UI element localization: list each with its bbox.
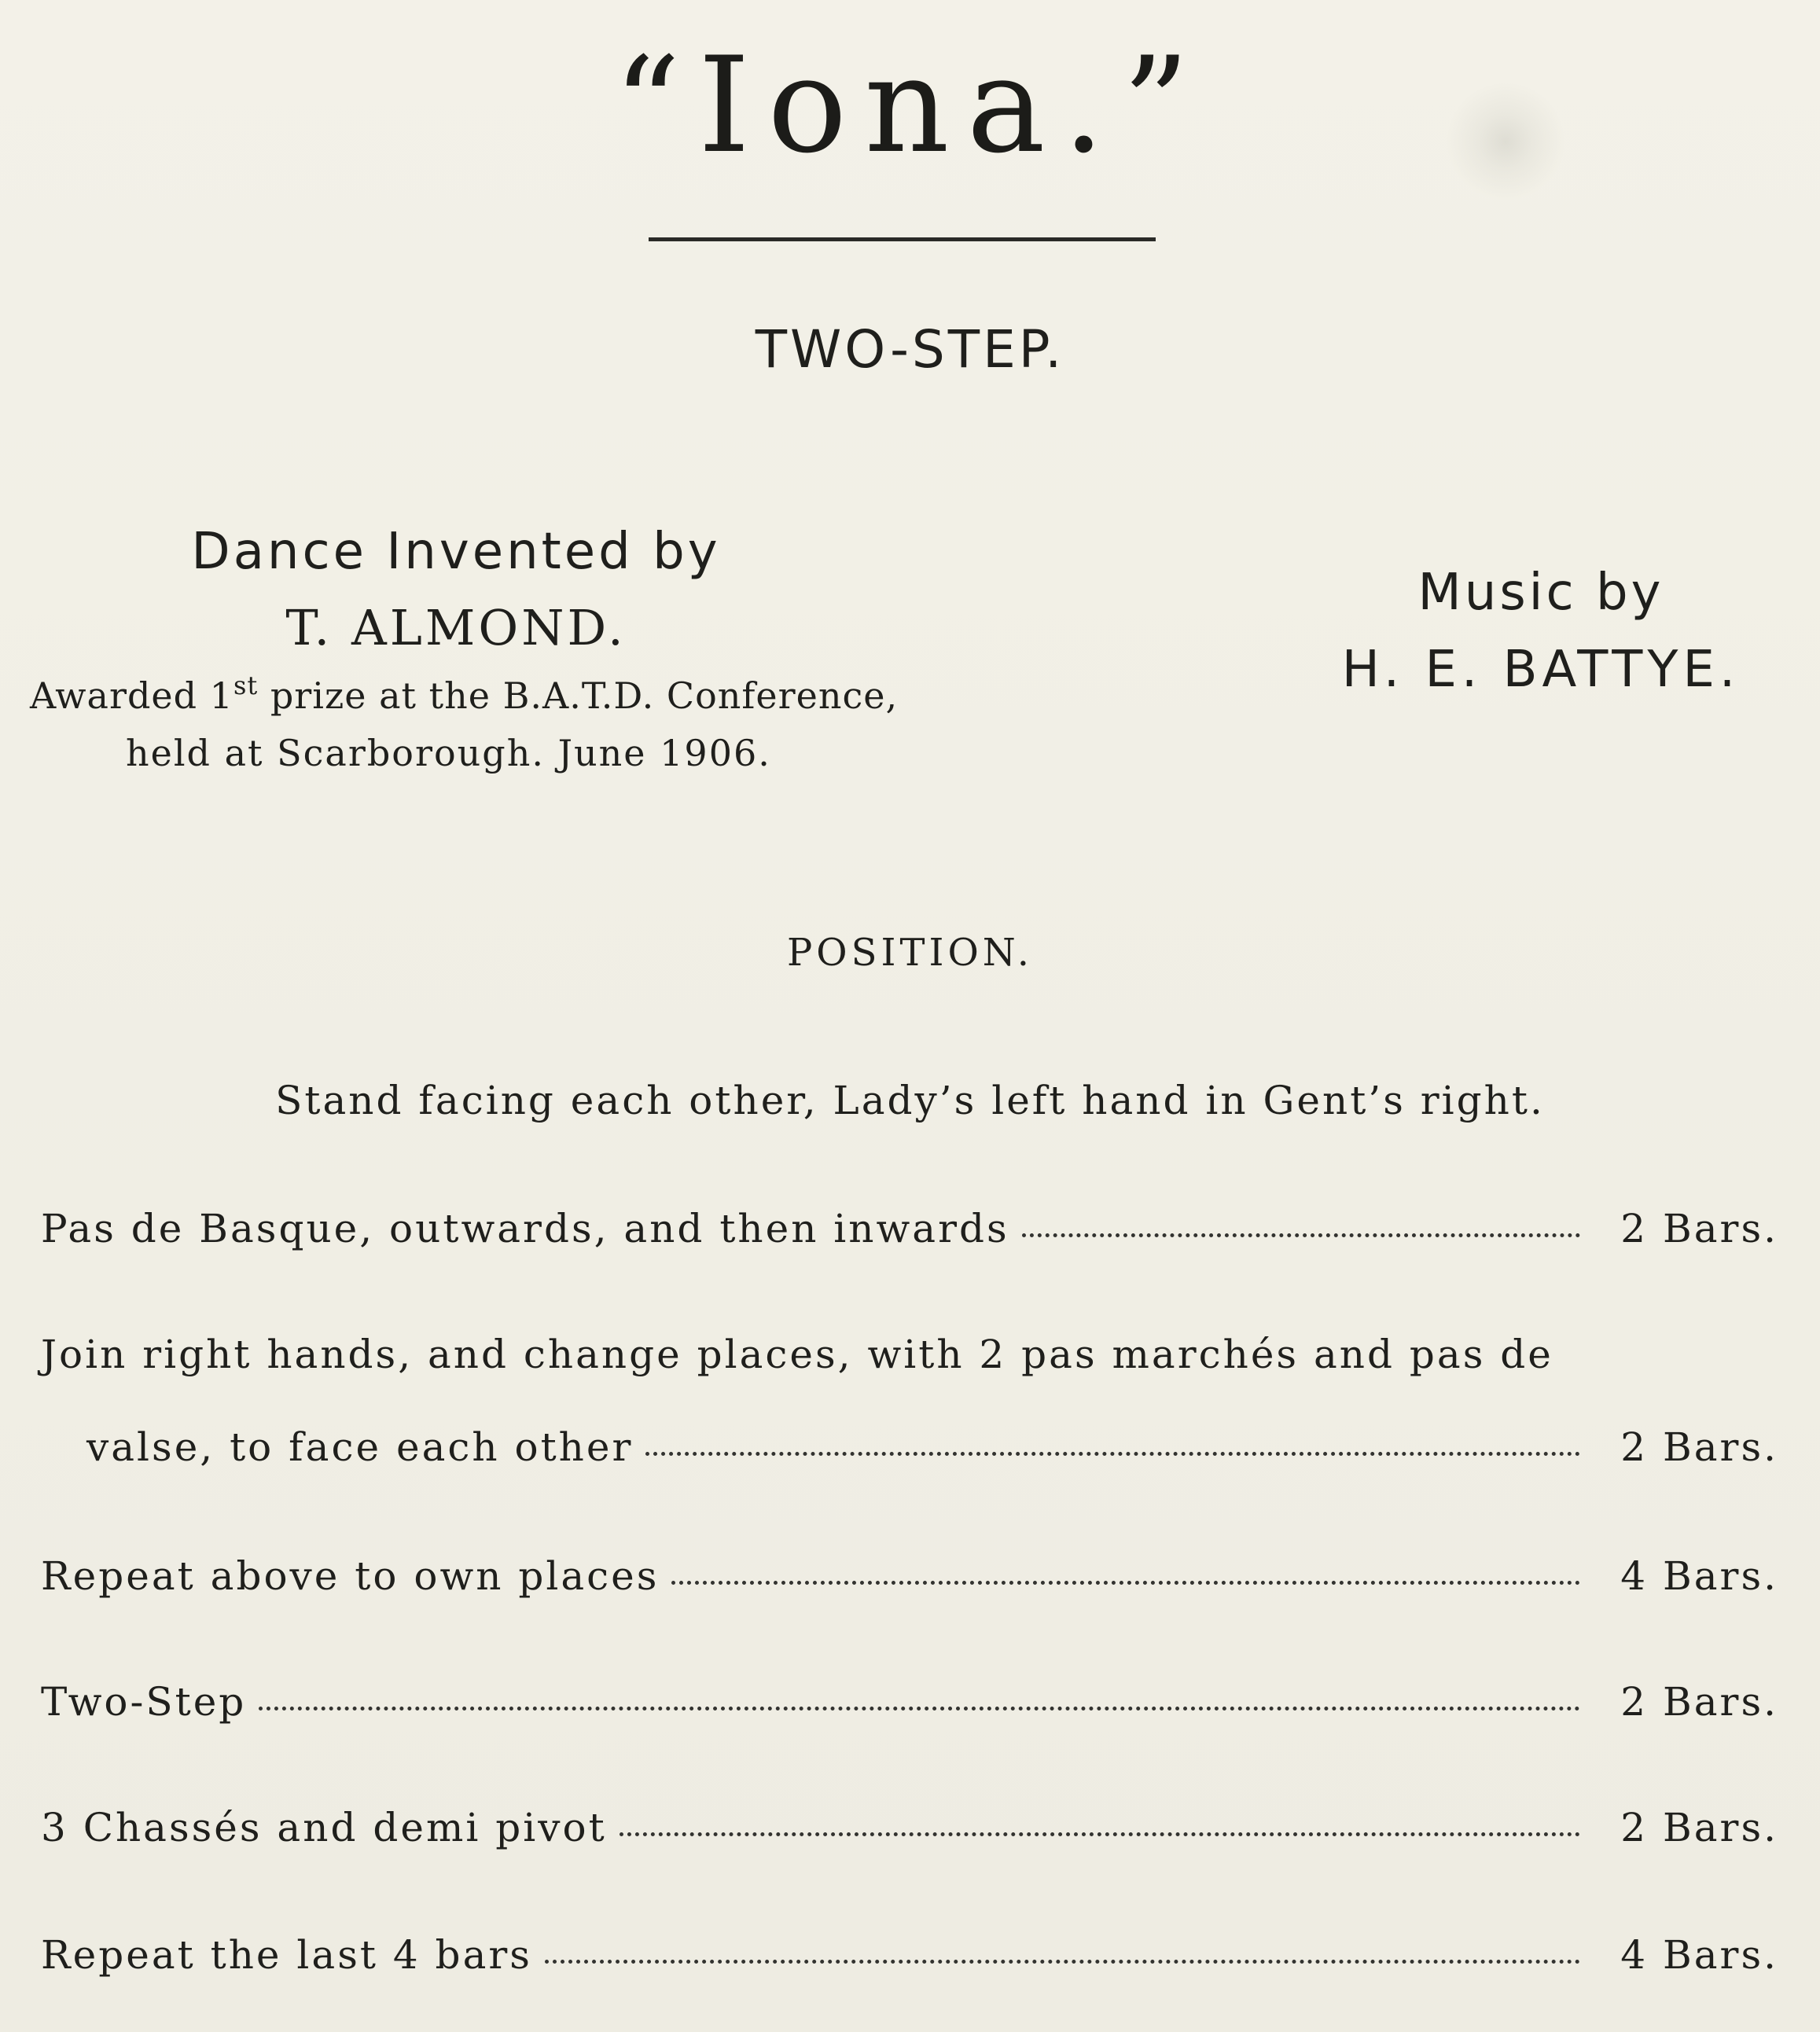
award-line-1: [30, 671, 899, 717]
step-label: valse, to face each other: [86, 1424, 634, 1470]
step-bars: 2 Bars.: [1620, 1805, 1778, 1850]
step-row: [41, 1553, 1778, 1599]
step-row: [41, 1805, 1778, 1850]
step-bars: 2 Bars.: [1620, 1206, 1778, 1251]
step-label: 3 Chassés and demi pivot: [41, 1805, 607, 1850]
dot-leader: [671, 1581, 1580, 1585]
step-label: Two-Step: [41, 1679, 247, 1725]
step-bars: 2 Bars.: [1620, 1424, 1778, 1470]
award-ordinal: st: [233, 671, 259, 700]
position-heading: POSITION.: [786, 931, 1033, 975]
dot-leader: [1022, 1233, 1580, 1237]
dot-leader: [620, 1832, 1580, 1836]
step-bars: 4 Bars.: [1620, 1553, 1778, 1599]
award-line-2: held at Scarborough. June 1906.: [126, 732, 771, 774]
step-bars: 4 Bars.: [1620, 1932, 1778, 1978]
award-line-1-pre: Awarded 1: [30, 674, 233, 717]
step-row: [41, 1932, 1778, 1978]
step-row: [86, 1424, 1778, 1470]
step-label: Pas de Basque, outwards, and then inwards: [41, 1206, 1009, 1251]
step-label: Repeat the last 4 bars: [41, 1932, 532, 1978]
position-description: Stand facing each other, Lady’s left hand in Gent’s right.: [275, 1078, 1545, 1123]
step-label-line-1: Join right hands, and change places, with 2 pas marchés and pas de: [41, 1332, 1553, 1377]
step-row: [41, 1679, 1778, 1725]
dot-leader: [545, 1960, 1580, 1964]
step-row: [41, 1206, 1778, 1251]
step-label: Repeat above to own places: [41, 1553, 660, 1599]
music-heading: Music by: [1417, 564, 1664, 622]
page-title: “Iona.”: [612, 28, 1208, 182]
award-line-1-post: prize at the B.A.T.D. Conference,: [258, 674, 899, 717]
inventor-heading: Dance Invented by: [191, 523, 721, 581]
dot-leader: [259, 1707, 1580, 1710]
dot-leader: [645, 1452, 1580, 1456]
dance-type: TWO-STEP.: [755, 319, 1065, 380]
composer-name: H. E. BATTYE.: [1341, 641, 1741, 699]
step-bars: 2 Bars.: [1620, 1679, 1778, 1725]
inventor-name: T. ALMOND.: [285, 599, 627, 656]
title-rule: [649, 237, 1156, 241]
